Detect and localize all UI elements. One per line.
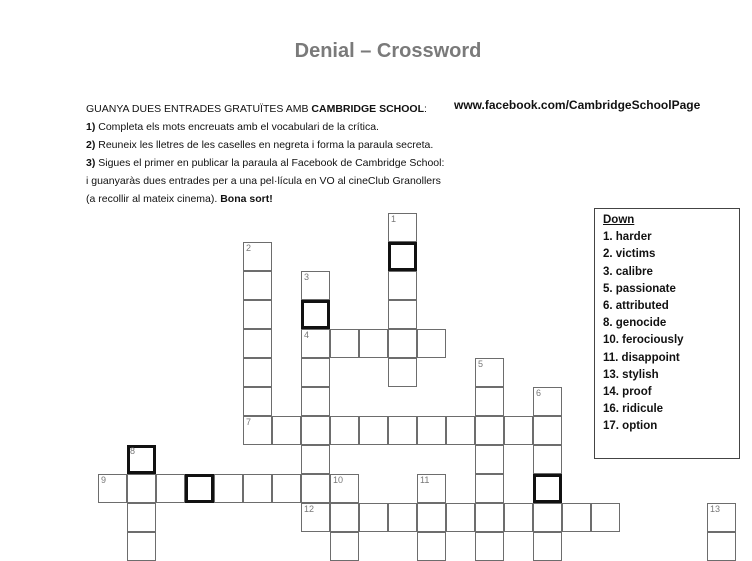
down-clue: 6. attributed <box>603 300 669 313</box>
crossword-cell[interactable] <box>359 416 388 445</box>
crossword-cell[interactable] <box>301 358 330 387</box>
crossword-cell[interactable] <box>301 271 330 300</box>
crossword-cell[interactable] <box>243 329 272 358</box>
crossword-cell[interactable] <box>475 416 504 445</box>
crossword-cell[interactable] <box>504 416 533 445</box>
crossword-cell[interactable] <box>533 416 562 445</box>
crossword-cell[interactable] <box>388 416 417 445</box>
crossword-cell[interactable] <box>359 503 388 532</box>
crossword-cell[interactable] <box>475 387 504 416</box>
clue-number: 2 <box>246 243 252 253</box>
instructions <box>86 100 496 208</box>
clue-number: 10 <box>333 475 344 485</box>
crossword-cell[interactable] <box>388 358 417 387</box>
crossword-cell[interactable] <box>330 416 359 445</box>
crossword-cell[interactable] <box>475 474 504 503</box>
crossword-cell[interactable] <box>301 416 330 445</box>
crossword-cell[interactable] <box>301 329 330 358</box>
down-clue: 17. option <box>603 420 658 433</box>
crossword-cell[interactable] <box>417 503 446 532</box>
crossword-cell[interactable] <box>446 416 475 445</box>
down-clues-box <box>594 208 740 459</box>
facebook-url: www.facebook.com/CambridgeSchoolPage <box>454 98 701 112</box>
crossword-cell[interactable] <box>272 416 301 445</box>
crossword-cell-bold[interactable] <box>127 445 156 474</box>
crossword-cell[interactable] <box>388 300 417 329</box>
intro-step-2: 2) Reuneix les lletres de les caselles en negreta i forma la paraula secreta. <box>86 139 434 151</box>
crossword-cell[interactable] <box>156 474 185 503</box>
crossword-cell[interactable] <box>417 329 446 358</box>
crossword-cell-bold[interactable] <box>301 300 330 329</box>
crossword-cell-bold[interactable] <box>533 474 562 503</box>
crossword-cell[interactable] <box>533 387 562 416</box>
crossword-cell[interactable] <box>707 532 736 561</box>
intro-line-6: (a recollir al mateix cinema). Bona sort! <box>86 193 273 205</box>
crossword-cell[interactable] <box>446 503 475 532</box>
crossword-cell[interactable] <box>417 474 446 503</box>
down-clue: 16. ridicule <box>603 403 664 416</box>
crossword-cell[interactable] <box>475 358 504 387</box>
crossword-cell[interactable] <box>127 474 156 503</box>
down-clue: 3. calibre <box>603 265 653 278</box>
crossword-cell[interactable] <box>330 474 359 503</box>
crossword-cell[interactable] <box>388 329 417 358</box>
down-heading: Down <box>603 214 635 226</box>
down-clue: 10. ferociously <box>603 334 684 347</box>
crossword-cell[interactable] <box>243 271 272 300</box>
crossword-cell[interactable] <box>243 387 272 416</box>
crossword-cell[interactable] <box>214 474 243 503</box>
down-clue: 5. passionate <box>603 282 676 295</box>
crossword-cell[interactable] <box>243 242 272 271</box>
crossword-cell[interactable] <box>475 503 504 532</box>
crossword-cell[interactable] <box>272 474 301 503</box>
clue-number: 5 <box>478 359 484 369</box>
crossword-cell[interactable] <box>301 445 330 474</box>
intro-line-1: GUANYA DUES ENTRADES GRATUÏTES AMB CAMBRIDGE SCHOOL: <box>86 103 427 115</box>
crossword-cell[interactable] <box>301 474 330 503</box>
clue-number: 9 <box>101 475 107 485</box>
down-clue: 1. harder <box>603 231 652 244</box>
crossword-cell[interactable] <box>243 416 272 445</box>
crossword-cell[interactable] <box>98 474 127 503</box>
crossword-cell[interactable] <box>301 503 330 532</box>
clue-number: 11 <box>420 475 430 485</box>
clue-number: 7 <box>246 417 252 427</box>
clue-number: 1 <box>391 214 397 224</box>
crossword-cell[interactable] <box>504 503 533 532</box>
crossword-cell[interactable] <box>388 271 417 300</box>
crossword-cell[interactable] <box>243 300 272 329</box>
crossword-cell[interactable] <box>417 532 446 561</box>
crossword-cell[interactable] <box>243 358 272 387</box>
down-clue: 11. disappoint <box>603 351 680 364</box>
down-clue: 14. proof <box>603 386 652 399</box>
crossword-cell[interactable] <box>533 445 562 474</box>
crossword-cell[interactable] <box>330 503 359 532</box>
clue-number: 12 <box>304 504 315 514</box>
intro-step-3: 3) Sigues el primer en publicar la paraula al Facebook de Cambridge School: <box>86 157 445 169</box>
crossword-cell[interactable] <box>533 503 562 532</box>
intro-step-1: 1) Completa els mots encreuats amb el vocabulari de la crítica. <box>86 121 379 133</box>
crossword-cell-bold[interactable] <box>388 242 417 271</box>
crossword-cell[interactable] <box>359 329 388 358</box>
clue-number: 3 <box>304 272 310 282</box>
down-clue: 8. genocide <box>603 317 667 330</box>
clue-number: 13 <box>710 504 721 514</box>
crossword-cell[interactable] <box>417 416 446 445</box>
crossword-cell[interactable] <box>475 532 504 561</box>
crossword-cell[interactable] <box>388 503 417 532</box>
crossword-cell-bold[interactable] <box>185 474 214 503</box>
down-clue: 13. stylish <box>603 368 659 381</box>
crossword-cell[interactable] <box>127 532 156 561</box>
crossword-cell[interactable] <box>707 503 736 532</box>
crossword-cell[interactable] <box>243 474 272 503</box>
down-clue: 2. victims <box>603 248 656 261</box>
intro-line-5: i guanyaràs dues entrades per a una pel·lícula en VO al cineClub Granollers <box>86 175 441 187</box>
crossword-cell[interactable] <box>330 532 359 561</box>
crossword-cell[interactable] <box>301 387 330 416</box>
crossword-cell[interactable] <box>388 213 417 242</box>
crossword-cell[interactable] <box>591 503 620 532</box>
clue-number: 6 <box>536 388 542 398</box>
crossword-cell[interactable] <box>533 532 562 561</box>
crossword-cell[interactable] <box>330 329 359 358</box>
crossword-cell[interactable] <box>562 503 591 532</box>
page-title: Denial – Crossword <box>294 40 482 62</box>
crossword-cell[interactable] <box>127 503 156 532</box>
clue-number: 4 <box>304 330 310 340</box>
clue-number: 8 <box>130 446 136 456</box>
crossword-cell[interactable] <box>475 445 504 474</box>
